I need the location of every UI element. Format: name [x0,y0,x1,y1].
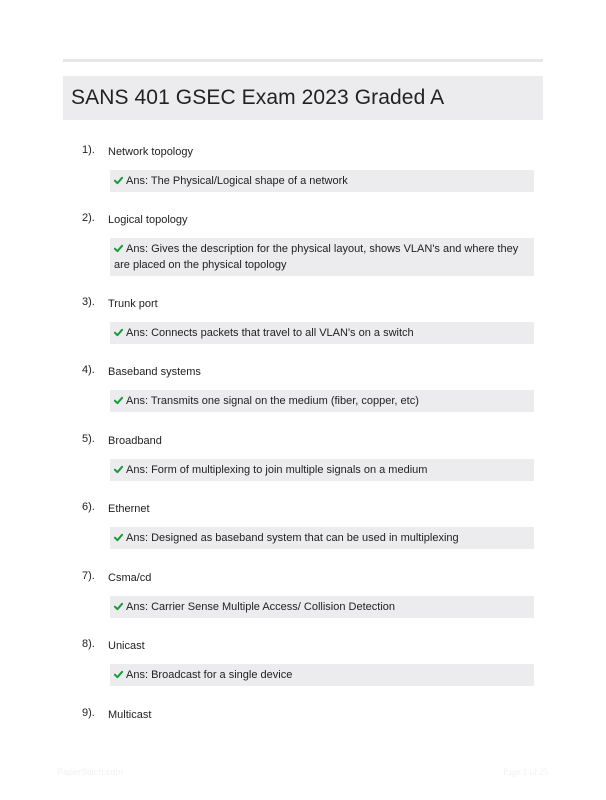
answer-box [110,664,534,686]
answer-box [110,459,534,481]
question-text: Baseband systems [108,366,201,378]
answer-text: Connects packets that travel to all VLAN's on a switch [151,327,414,339]
footer-page-number: Page 1 of 25 [503,767,549,777]
answer-text: Designed as baseband system that can be used in multiplexing [151,532,459,544]
answer-box [110,390,534,412]
check-icon [114,244,123,253]
question-number: 3). [82,296,95,308]
question-text: Trunk port [108,298,158,310]
check-icon [114,176,123,185]
footer-site-watermark: PaperStitch.com [57,767,124,777]
document-title: SANS 401 GSEC Exam 2023 Graded A [71,86,445,109]
question-number: 7). [82,570,95,582]
question-number: 2). [82,212,95,224]
check-icon [114,396,123,405]
question-text: Logical topology [108,214,188,226]
question-text: Ethernet [108,503,150,515]
answer-text: Transmits one signal on the medium (fiber, copper, etc) [150,395,419,407]
check-icon [114,533,123,542]
answer-box [110,238,534,276]
question-text: Network topology [108,146,193,158]
question-number: 1). [82,144,95,156]
answer-box [110,170,534,192]
question-number: 9). [82,707,95,719]
question-number: 6). [82,501,95,513]
answer-prefix: Ans: [126,464,149,476]
question-text: Multicast [108,709,152,721]
answer-prefix: Ans: [126,327,149,339]
question-text: Broadband [108,435,162,447]
answer-prefix: Ans: [126,532,149,544]
answer-prefix: Ans: [126,601,149,613]
question-number: 5). [82,433,95,445]
question-number: 4). [82,364,95,376]
answer-prefix: Ans: [126,669,149,681]
answer-prefix: Ans: [126,395,149,407]
question-number: 8). [82,638,95,650]
answer-text: Form of multiplexing to join multiple signals on a medium [151,464,428,476]
question-text: Unicast [108,640,145,652]
check-icon [114,465,123,474]
answer-prefix: Ans: [126,175,149,187]
answer-text: Broadcast for a single device [151,669,293,681]
answer-text: Carrier Sense Multiple Access/ Collision Detection [151,601,396,613]
check-icon [114,328,123,337]
question-text: Csma/cd [108,572,152,584]
answer-text: Gives the description for the physical layout, shows VLAN's and where they are placed on the physical topology [114,243,519,271]
check-icon [114,602,123,611]
answer-box [110,322,534,344]
answer-box [110,596,534,618]
answer-prefix: Ans: [126,243,149,255]
check-icon [114,670,123,679]
answer-text: The Physical/Logical shape of a network [150,175,348,187]
answer-box [110,527,534,549]
